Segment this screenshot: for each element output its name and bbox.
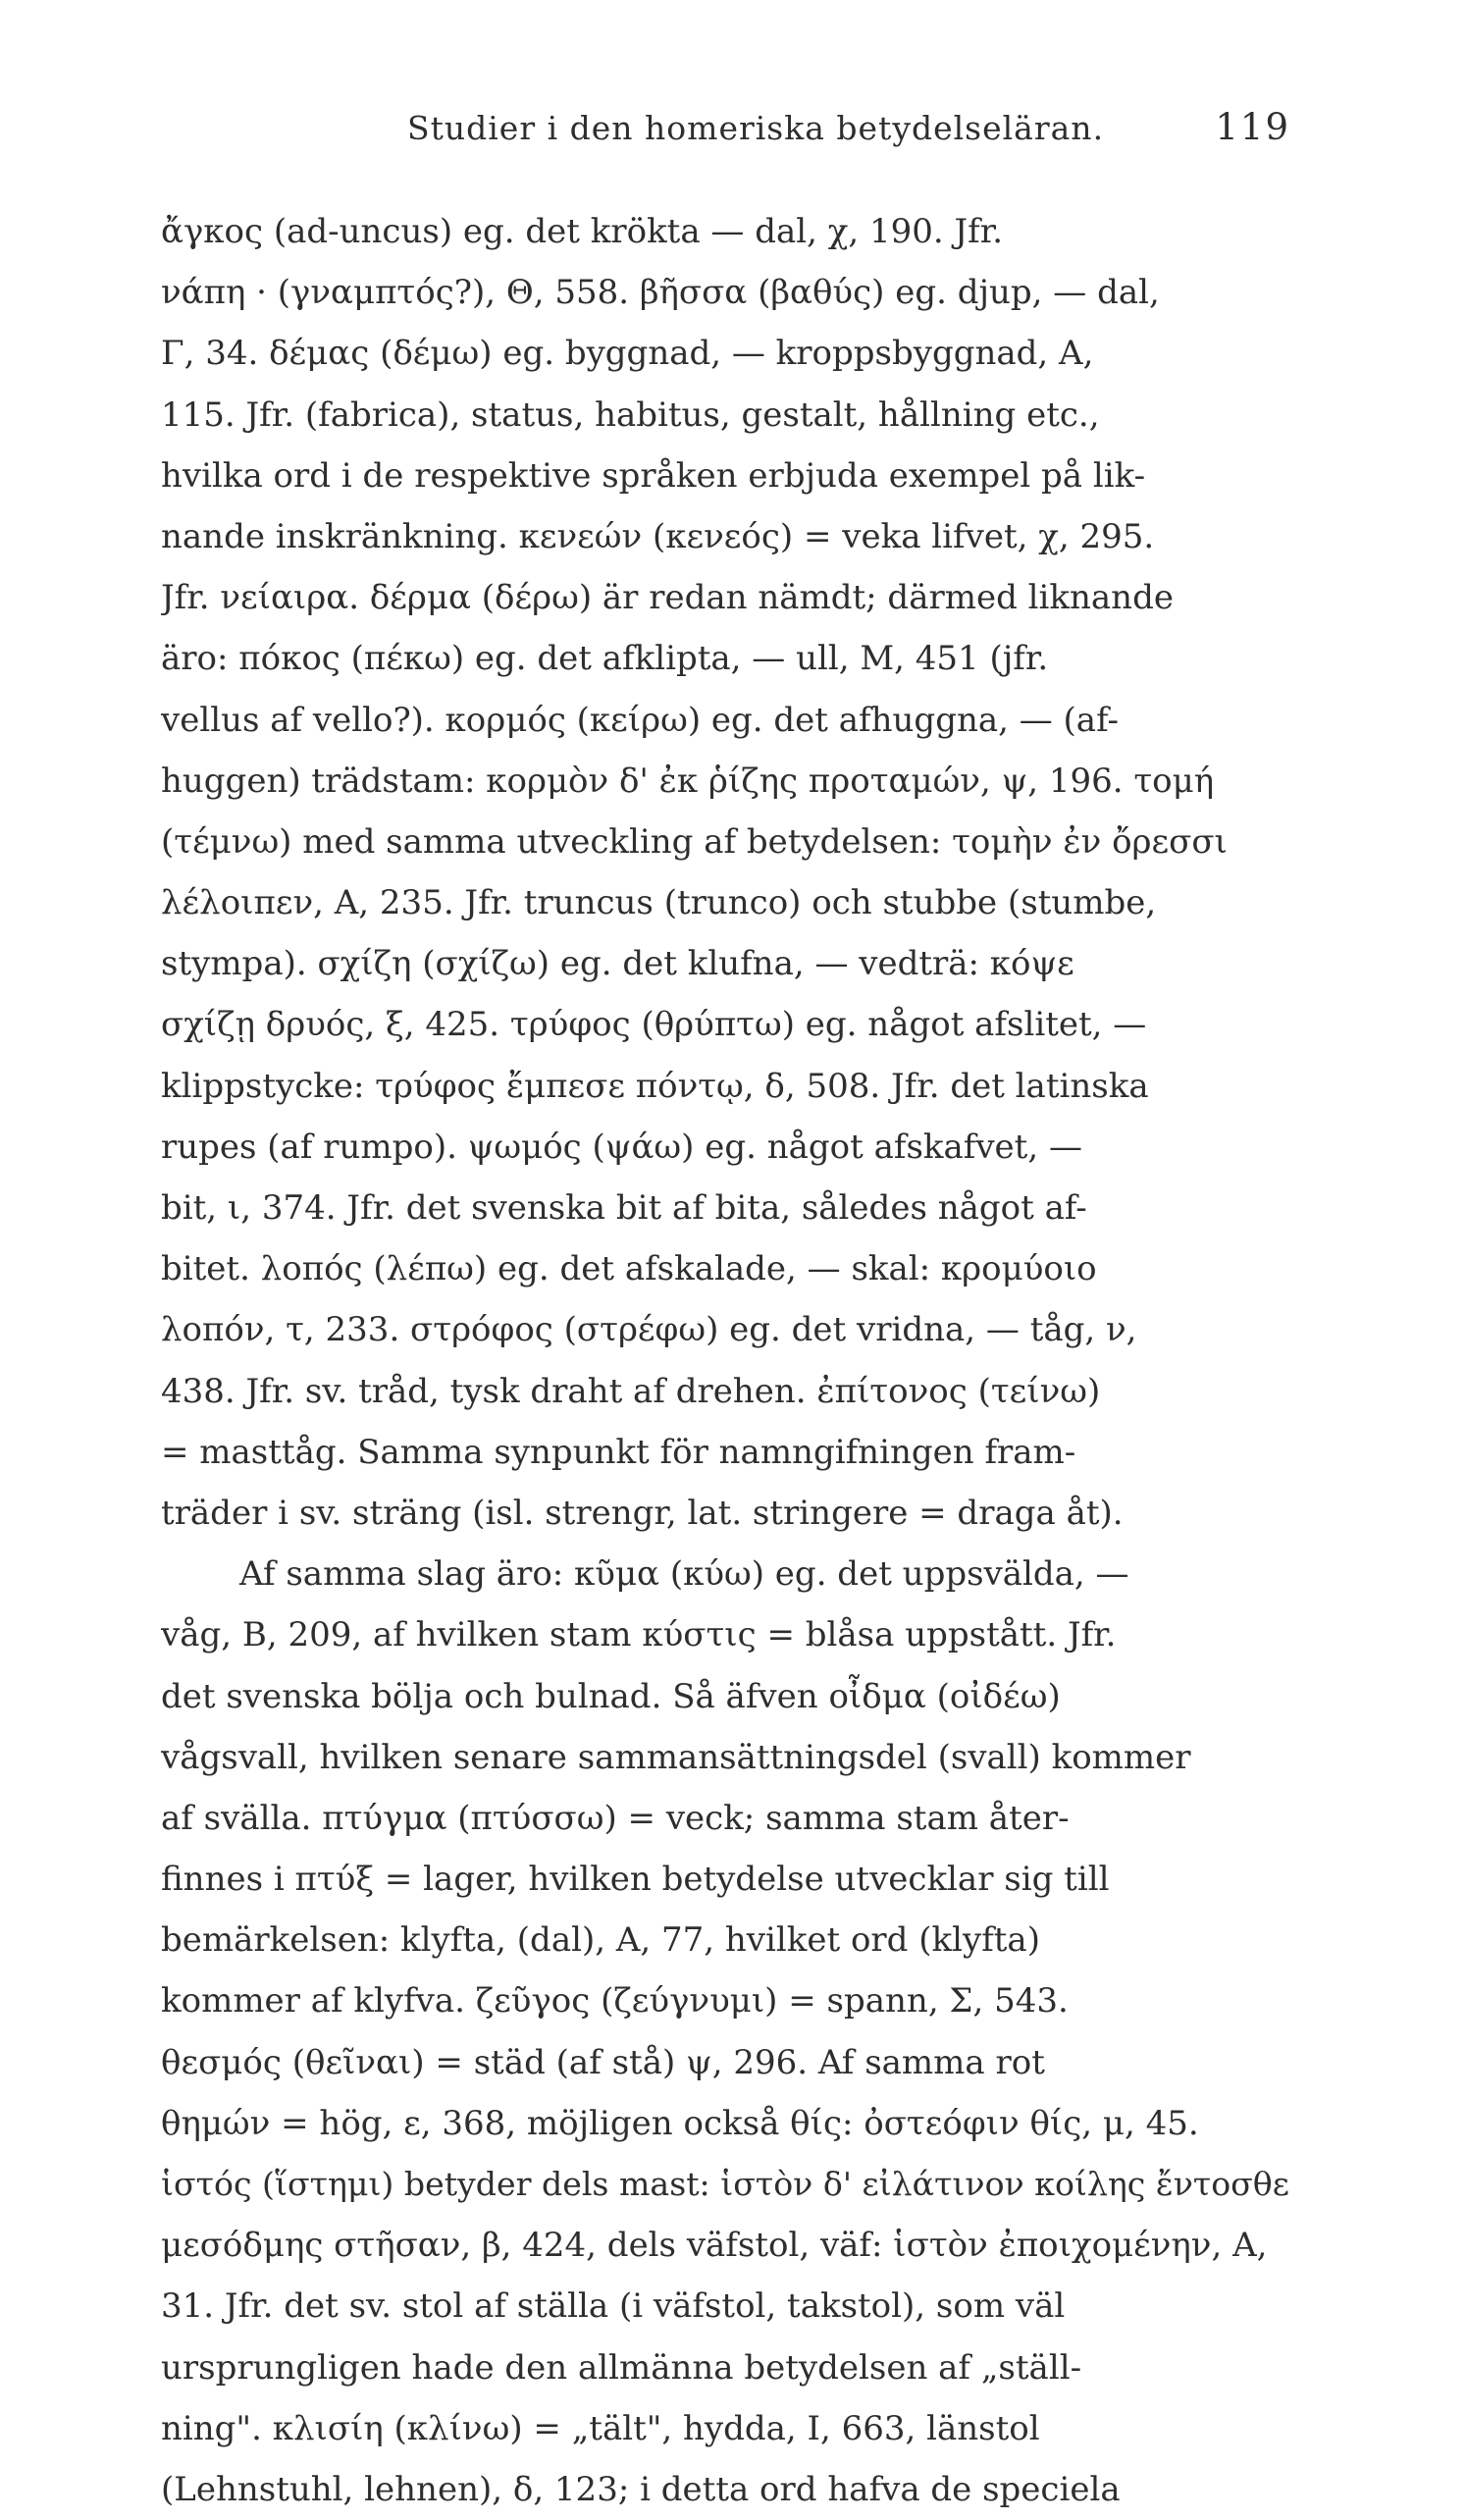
text-line: af svälla. πτύγμα (πτύσσω) = veck; samma stam åter- bbox=[161, 1798, 1070, 1838]
text-line: huggen) trädstam: κορμὸν δ' ἐκ ῥίζης προταμών, ψ, 196. τομή bbox=[161, 761, 1215, 801]
text-line: = masttåg. Samma synpunkt för namngifningen fram- bbox=[161, 1432, 1076, 1472]
text-line: 31. Jfr. det sv. stol af ställa (i väfstol, takstol), som väl bbox=[161, 2286, 1066, 2327]
text-line: klippstycke: τρύφος ἔμπεσε πόντῳ, δ, 508. Jfr. det latinska bbox=[161, 1066, 1149, 1106]
body-text bbox=[161, 201, 1289, 2520]
page-header bbox=[162, 106, 1290, 165]
text-line: σχίζῃ δρυός, ξ, 425. τρύφος (θρύπτω) eg. något afslitet, — bbox=[161, 1005, 1147, 1045]
text-line: kommer af klyfva. ζεῦγος (ζεύγνυμι) = spann, Σ, 543. bbox=[161, 1981, 1069, 2021]
text-line: bitet. λοπός (λέπω) eg. det afskalade, — skal: κρομύοιο bbox=[161, 1249, 1097, 1289]
text-line: finnes i πτύξ = lager, hvilken betydelse utvecklar sig till bbox=[161, 1860, 1110, 1900]
text-line: ursprungligen hade den allmänna betydelsen af „ställ- bbox=[161, 2347, 1082, 2388]
text-line: λέλοιπεν, Α, 235. Jfr. truncus (trunco) och stubbe (stumbe, bbox=[161, 883, 1157, 923]
text-line: det svenska bölja och bulnad. Så äfven οἶδμα (οἰδέω) bbox=[161, 1676, 1061, 1716]
text-line: nande inskränkning. κενεών (κενεός) = veka lifvet, χ, 295. bbox=[161, 516, 1155, 556]
text-line: μεσόδμης στῆσαν, β, 424, dels väfstol, väf: ἱστὸν ἐποιχομένην, Α, bbox=[161, 2226, 1268, 2266]
running-head: Studier i den homeriska betydelseläran. bbox=[407, 109, 1105, 147]
text-line: Γ, 34. δέμας (δέμω) eg. byggnad, — kroppsbyggnad, Α, bbox=[161, 334, 1094, 374]
text-line: rupes (af rumpo). ψωμός (ψάω) eg. något afskafvet, — bbox=[161, 1127, 1082, 1167]
text-line: bemärkelsen: klyfta, (dal), Α, 77, hvilket ord (klyfta) bbox=[161, 1920, 1040, 1961]
text-line: θημών = hög, ε, 368, möjligen också θίς: ὀστεόφιν θίς, μ, 45. bbox=[161, 2103, 1199, 2143]
text-line: (τέμνω) med samma utveckling af betydelsen: τομὴν ἐν ὄρεσσι bbox=[161, 821, 1228, 862]
text-line: våg, Β, 209, af hvilken stam κύστις = blåsa uppstått. Jfr. bbox=[161, 1615, 1117, 1655]
text-line: vågsvall, hvilken senare sammansättningsdel (svall) kommer bbox=[161, 1737, 1191, 1777]
text-line: vellus af vello?). κορμός (κείρω) eg. det afhuggna, — (af- bbox=[161, 700, 1119, 740]
text-line: νάπη · (γναμπτός?), Θ, 558. βῆσσα (βαθύς) eg. djup, — dal, bbox=[161, 273, 1160, 313]
text-line: 438. Jfr. sv. tråd, tysk draht af drehen. ἐπίτονος (τείνω) bbox=[161, 1371, 1101, 1411]
text-line: (Lehnstuhl, lehnen), δ, 123; i detta ord hafva de speciela bbox=[161, 2469, 1121, 2509]
text-line: Af samma slag äro: κῦμα (κύω) eg. det uppsvälda, — bbox=[239, 1554, 1129, 1595]
text-line: bit, ι, 374. Jfr. det svenska bit af bita, således något af- bbox=[161, 1188, 1087, 1228]
text-line: hvilka ord i de respektive språken erbjuda exempel på lik- bbox=[161, 455, 1146, 496]
text-line: λοπόν, τ, 233. στρόφος (στρέφω) eg. det vridna, — tåg, ν, bbox=[161, 1310, 1137, 1350]
text-line: äro: πόκος (πέκω) eg. det afklipta, — ull, Μ, 451 (jfr. bbox=[161, 639, 1049, 679]
text-line: ἄγκος (ad-uncus) eg. det krökta — dal, χ, 190. Jfr. bbox=[161, 212, 1004, 251]
page-number: 119 bbox=[1215, 106, 1290, 148]
text-line: 115. Jfr. (fabrica), status, habitus, gestalt, hållning etc., bbox=[161, 394, 1100, 435]
text-line: ἱστός (ἵστημι) betyder dels mast: ἱστὸν δ' εἰλάτινον κοίλης ἔντοσθε bbox=[161, 2165, 1289, 2203]
text-line: stympa). σχίζη (σχίζω) eg. det klufna, — vedträ: κόψε bbox=[161, 944, 1074, 984]
text-line: ning". κλισίη (κλίνω) = „tält", hydda, Ι, 663, länstol bbox=[161, 2408, 1040, 2448]
text-line: Jfr. νείαιρα. δέρμα (δέρω) är redan nämdt; därmed liknande bbox=[161, 578, 1174, 618]
text-line: träder i sv. sträng (isl. strengr, lat. stringere = draga åt). bbox=[161, 1493, 1124, 1533]
text-line: θεσμός (θεῖναι) = städ (af stå) ψ, 296. Af samma rot bbox=[161, 2042, 1045, 2082]
